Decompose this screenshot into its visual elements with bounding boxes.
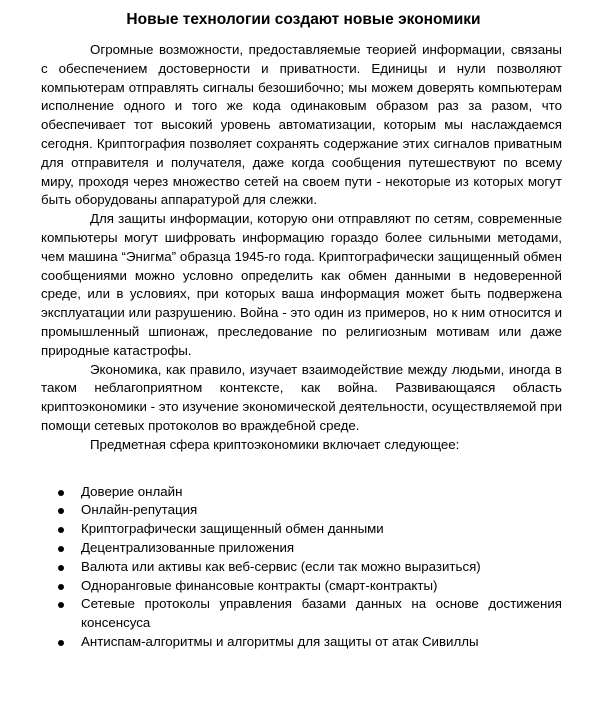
- list-item-text: Одноранговые финансовые контракты (смарт-контракты): [81, 577, 438, 593]
- bullet-icon: [58, 602, 64, 608]
- list-item-text: Сетевые протоколы управления базами данных на основе достижения консенсуса: [81, 596, 562, 631]
- list-item: [41, 558, 562, 577]
- list-item-text: Децентрализованные приложения: [81, 539, 295, 555]
- topics-list: [41, 483, 562, 652]
- list-item-text: Валюта или активы как веб-сервис (если так можно выразиться): [81, 558, 481, 574]
- list-intro: Предметная сфера криптоэкономики включает следующее:: [90, 436, 460, 452]
- page-title: Новые технологии создают новые экономики: [126, 11, 481, 28]
- paragraph-information-theory: Огромные возможности, предоставляемые теорией информации, связаны с обеспечением достоверности и приватности. Единицы и нули позволяют компьютерам отправлять сигналы безошибочно; мы можем доверять компьютерам исполнение одного и того же кода одинаковым образом раз за разом, что обеспечивает тот высокий уровень автоматизации, которым мы наслаждаемся сегодня. Криптография позволяет сохранять содержание этих сигналов приватным для отправителя и получателя, даже когда сообщения путешествуют по всему миру, проходя через множество сетей на своем пути - некоторые из которых могут быть оборудованы аппаратурой для слежки.: [41, 42, 562, 208]
- list-item: [41, 577, 562, 596]
- bullet-icon: [58, 546, 64, 552]
- bullet-icon: [58, 565, 64, 571]
- list-item: [41, 595, 562, 633]
- bullet-icon: [58, 527, 64, 533]
- list-item-text: Криптографически защищенный обмен данными: [81, 521, 384, 537]
- paragraph-cryptoeconomics: Экономика, как правило, изучает взаимодействие между людьми, иногда в таком неблагоприятном контексте, как война. Развивающаяся область криптоэкономики - это изучение экономической деятельности, осуществляемой при помощи сетевых протоколов во враждебной среде.: [41, 361, 562, 433]
- bullet-icon: [58, 490, 64, 496]
- bullet-icon: [58, 640, 64, 646]
- list-item-text: Антиспам-алгоритмы и алгоритмы для защиты от атак Сивиллы: [81, 633, 479, 649]
- list-item: [41, 520, 562, 539]
- list-item: [41, 501, 562, 520]
- bullet-icon: [58, 584, 64, 590]
- list-spacer: [41, 455, 562, 483]
- list-item: [41, 483, 562, 502]
- list-item-text: Онлайн-репутация: [81, 502, 198, 518]
- list-item: [41, 539, 562, 558]
- paragraph-encryption: Для защиты информации, которую они отправляют по сетям, современные компьютеры могут шифровать информацию гораздо более сильными методами, чем машина “Энигма” образца 1945-го года. Криптографически защищенный обмен сообщениями можно условно определить как обмен данными в недоверенной среде, или в условиях, при которых ваша информация может быть подвержена эксплуатации или разрушению. Война - это один из примеров, но к ним относится и промышленный шпионаж, преследование по религиозным мотивам или даже природные катастрофы.: [41, 211, 562, 358]
- list-item: [41, 633, 562, 652]
- bullet-icon: [58, 508, 64, 514]
- list-item-text: Доверие онлайн: [81, 483, 183, 499]
